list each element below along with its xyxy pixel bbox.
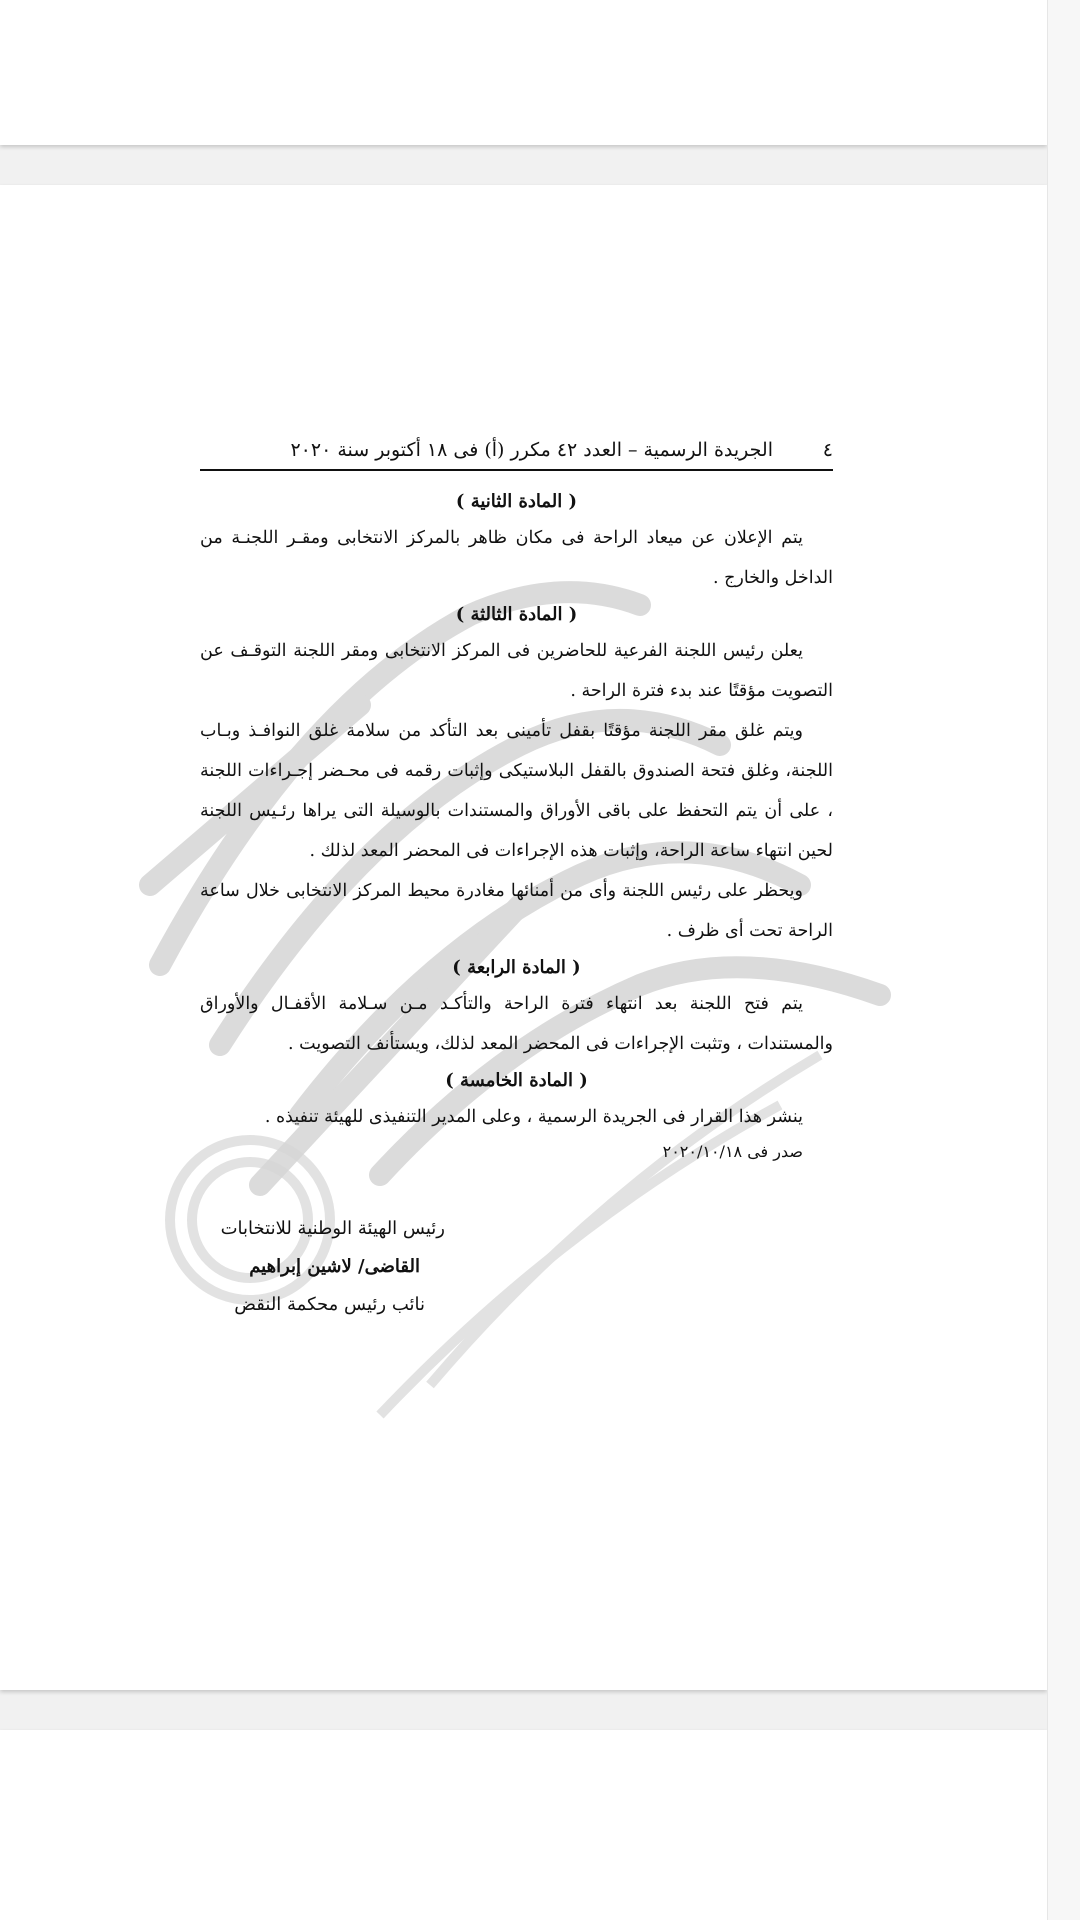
article-heading: ( المادة الثالثة ) [455,604,578,625]
signatory-title: رئيس الهيئة الوطنية للانتخابات [220,1218,445,1239]
issue-date: صدر فى ٢٠٢٠/١٠/١٨ [662,1142,803,1161]
signatory-subtitle: نائب رئيس محكمة النقض [234,1294,425,1315]
article-heading: ( المادة الثانية ) [455,491,578,512]
article-paragraph: يتم الإعلان عن ميعاد الراحة فى مكان ظاهر بالمركز الانتخابى ومقـر اللجنـة من الداخل والخارج . [200,528,833,588]
article-paragraph: يتم فتح اللجنة بعد انتهاء فترة الراحة والتأكـد مـن سـلامة الأقفـال والأوراق والمستندات ، وتثبت الإجراءات فى المحضر المعد لذلك، ويستأنف التصويت . [200,994,833,1054]
next-page [0,1730,1047,1920]
article-paragraph: ويتم غلق مقر اللجنة مؤقتًا بقفل تأمينى بعد التأكد من سلامة غلق النوافـذ وبـاب اللجنة، وغلق فتحة الصندوق بالقفل البلاستيكى وإثبات رقمه فى محـضر إجـراءات اللجنة ، على أن يتم التحفظ على باقى الأوراق والمستندات بالوسيلة التى يراها رئـيس اللجنة لحين انتهاء ساعة الراحة، وإثبات هذه الإجراءات فى المحضر المعد لذلك . [200,721,833,861]
gazette-title: الجريدة الرسمية – العدد ٤٢ مكرر (أ) فى ١٨ أكتوبر سنة ٢٠٢٠ [290,439,773,461]
previous-page [0,0,1047,145]
page-header [200,435,833,471]
current-page [0,185,1047,1690]
signatory-name: القاضى/ لاشين إبراهيم [249,1256,420,1277]
page-number: ٤ [822,439,833,461]
article-heading: ( المادة الخامسة ) [445,1070,588,1091]
article-paragraph: ويحظر على رئيس اللجنة وأى من أمنائها مغادرة محيط المركز الانتخابى خلال ساعة الراحة تحت أى ظرف . [200,881,833,941]
document-body [200,485,833,1167]
article-paragraph: يعلن رئيس اللجنة الفرعية للحاضرين فى المركز الانتخابى ومقر اللجنة التوقـف عن التصويت مؤقتًا عند بدء فترة الراحة . [200,641,833,701]
article-heading: ( المادة الرابعة ) [452,957,581,978]
signature-block [205,1210,445,1324]
vertical-scrollbar[interactable] [1047,0,1080,1920]
article-paragraph: ينشر هذا القرار فى الجريدة الرسمية ، وعلى المدير التنفيذى للهيئة تنفيذه . [264,1107,803,1127]
